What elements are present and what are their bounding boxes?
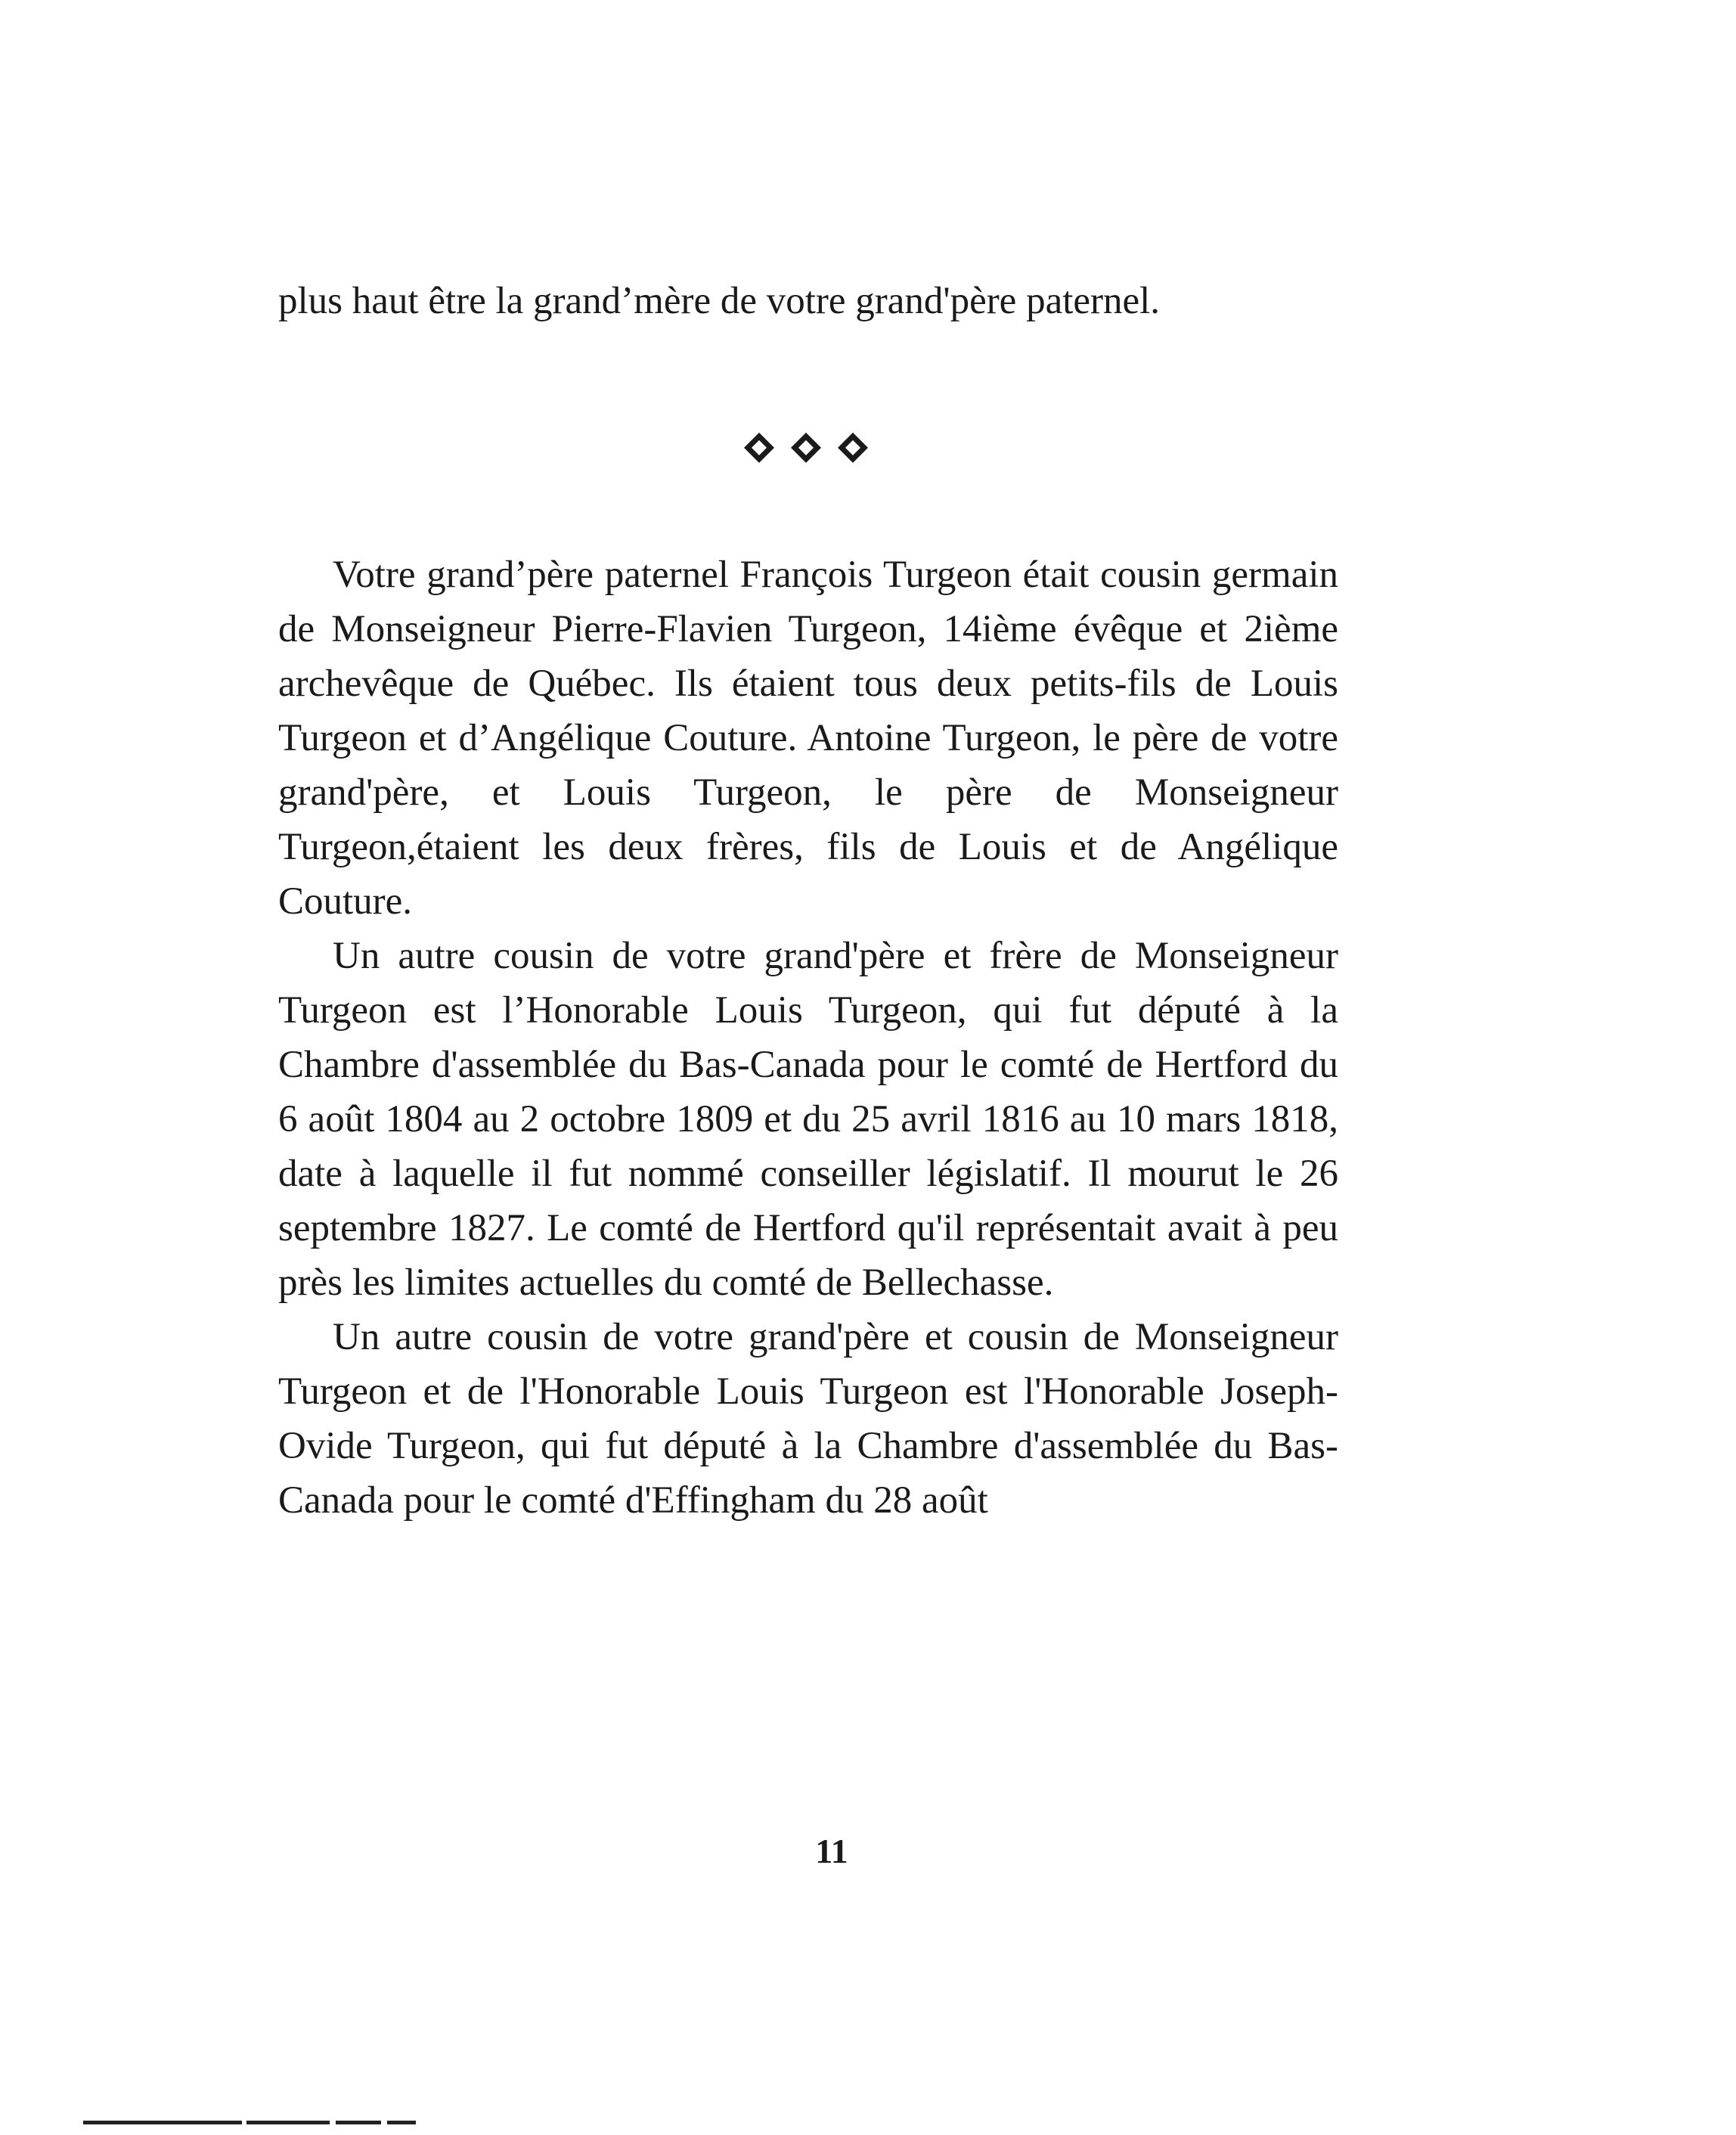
opening-fragment-block	[278, 274, 1338, 328]
main-text-block	[278, 548, 1338, 1528]
paragraph-1: Votre grand’père paternel François Turgeon était cousin germain de Monseigneur Pierre-Flavien Turgeon, 14ième évêque et 2ième archevêque de Québec. Ils étaient tous deux petits-fils de Louis Turgeon et d’Angélique Couture. Antoine Turgeon, le père de votre grand'père, et Louis Turgeon, le père de Monseigneur Turgeon,étaient les deux frères, fils de Louis et de Angélique Couture.	[278, 554, 1338, 923]
ornament-diamond-1	[744, 433, 774, 463]
section-ornament	[741, 430, 871, 466]
paragraph-3: Un autre cousin de votre grand'père et cousin de Monseigneur Turgeon et de l'Honorable Louis Turgeon est l'Honorable Joseph-Ovide Turgeon, qui fut député à la Chambre d'assemblée du Bas-Canada pour le comté d'Effingham du 28 août	[278, 1316, 1338, 1522]
paragraph-2: Un autre cousin de votre grand'père et frère de Monseigneur Turgeon est l’Honorable Louis Turgeon, qui fut député à la Chambre d'assemblée du Bas-Canada pour le comté de Hertford du 6 août 1804 au 2 octobre 1809 et du 25 avril 1816 au 10 mars 1818, date à laquelle il fut nommé conseiller législatif. Il mourut le 26 septembre 1827. Le comté de Hertford qu'il représentait avait à peu près les limites actuelles du comté de Bellechasse.	[278, 935, 1338, 1304]
ornament-diamond-3	[838, 433, 868, 463]
opening-fragment: plus haut être la grand’mère de votre grand'père paternel.	[278, 280, 1161, 322]
footer-rule	[83, 2121, 416, 2124]
ornament-diamond-2	[791, 433, 821, 463]
page-number: 11	[815, 1832, 848, 1870]
